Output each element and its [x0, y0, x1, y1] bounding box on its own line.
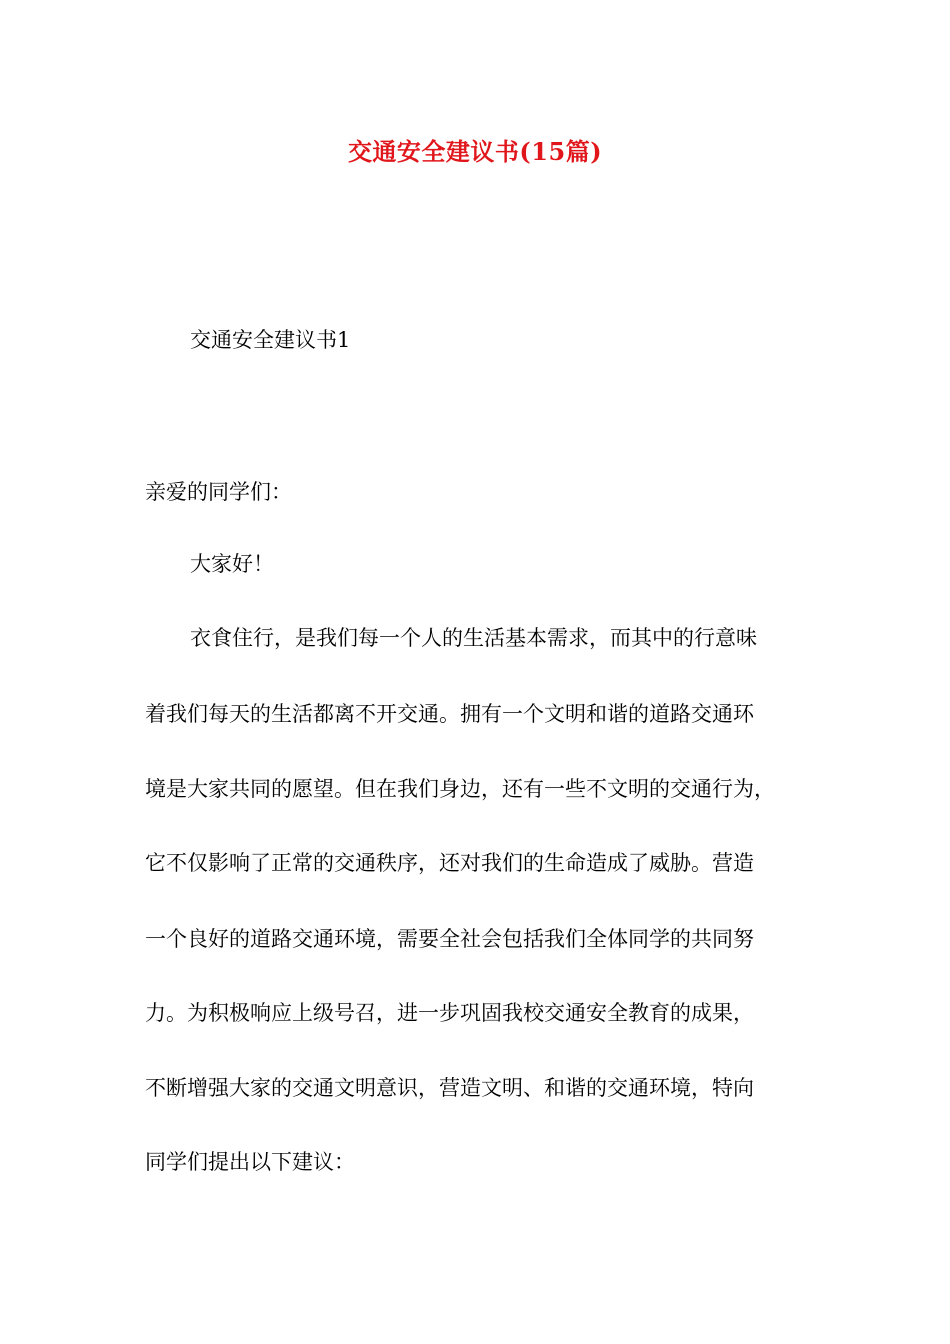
body-line: 衣食住行，是我们每一个人的生活基本需求，而其中的行意味: [190, 626, 757, 650]
body-line: 力。为积极响应上级号召，进一步巩固我校交通安全教育的成果，: [145, 1001, 754, 1025]
body-line: 同学们提出以下建议：: [145, 1150, 355, 1174]
body-line: 着我们每天的生活都离不开交通。拥有一个文明和谐的道路交通环: [145, 702, 754, 726]
body-line: 境是大家共同的愿望。但在我们身边，还有一些不文明的交通行为，: [145, 777, 775, 801]
section-heading: 交通安全建议书1: [190, 328, 351, 352]
document-title: 交通安全建议书(15篇): [347, 137, 603, 166]
greeting: 大家好！: [190, 552, 274, 576]
body-line: 它不仅影响了正常的交通秩序，还对我们的生命造成了威胁。营造: [145, 851, 754, 875]
body-line: 不断增强大家的交通文明意识，营造文明、和谐的交通环境，特向: [145, 1076, 754, 1100]
salutation: 亲爱的同学们：: [145, 480, 292, 504]
body-line: 一个良好的道路交通环境，需要全社会包括我们全体同学的共同努: [145, 927, 754, 951]
